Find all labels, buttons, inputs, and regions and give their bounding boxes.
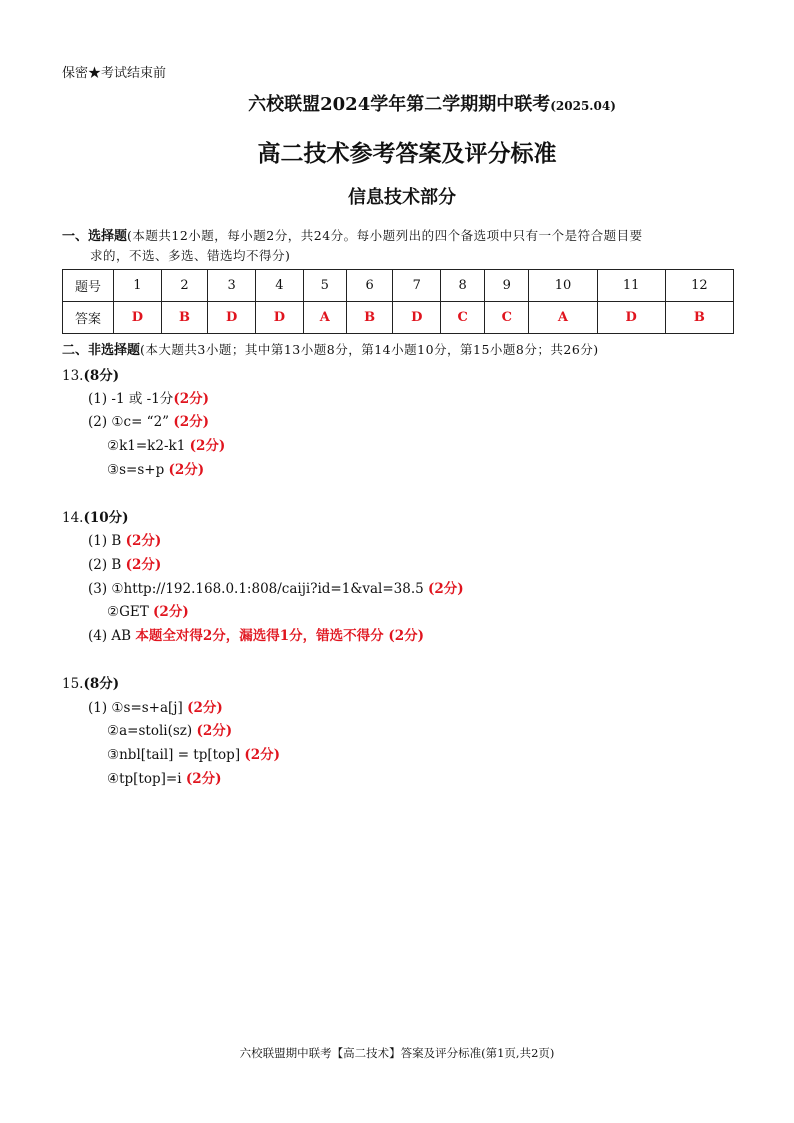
q14-heading xyxy=(62,506,129,526)
row-label-number: 题号 xyxy=(63,270,114,302)
question-number: 8 xyxy=(441,270,485,302)
question-number: 2 xyxy=(161,270,208,302)
part1-desc-line2: 求的，不选、多选、错选均不得分) xyxy=(90,248,291,263)
score-text: (2分) xyxy=(428,581,464,597)
page-footer: 六校联盟期中联考【高二技术】答案及评分标准(第1页,共2页) xyxy=(239,1046,555,1060)
answer-cell: A xyxy=(303,302,346,334)
exam-title xyxy=(0,90,794,116)
q14-line xyxy=(88,553,161,573)
answer-text: ④tp[top]=i xyxy=(107,771,186,787)
q15-line xyxy=(107,767,222,787)
confidential-label: 保密★考试结束前 xyxy=(62,66,167,81)
q14-line xyxy=(107,600,189,620)
q14-line xyxy=(88,624,424,644)
answer-text: (1) B xyxy=(88,533,126,549)
q13-line xyxy=(88,410,209,430)
q13-line xyxy=(107,434,225,454)
q13-heading xyxy=(62,364,119,384)
table-row-answers xyxy=(63,302,734,334)
answer-cell: D xyxy=(208,302,256,334)
q13-line xyxy=(88,387,209,407)
answer-cell: B xyxy=(665,302,733,334)
question-number: 6 xyxy=(346,270,393,302)
answer-cell: D xyxy=(114,302,162,334)
score-text: (2分) xyxy=(189,438,226,454)
answer-text: (4) AB xyxy=(88,628,136,644)
part2-desc: (本大题共3小题；其中第13小题8分，第14小题10分，第15小题8分；共26分) xyxy=(140,342,599,357)
question-number: 11 xyxy=(597,270,665,302)
part2-heading: 二、非选择题 xyxy=(62,343,141,358)
score-text: (2分) xyxy=(173,414,210,430)
table-row-numbers xyxy=(63,270,734,302)
answer-cell: D xyxy=(597,302,665,334)
part1-heading-line xyxy=(62,225,643,244)
question-number: 7 xyxy=(393,270,441,302)
answer-text: (2) B xyxy=(88,557,126,573)
answer-text: ②k1=k2-k1 xyxy=(107,438,190,454)
exam-title-date: (2025.04) xyxy=(550,99,616,113)
q15-line xyxy=(107,719,232,739)
question-number: 5 xyxy=(303,270,346,302)
q15-score: (8分) xyxy=(83,676,120,692)
q14-line xyxy=(88,529,161,549)
score-text: (2分) xyxy=(173,391,209,407)
question-number: 1 xyxy=(114,270,162,302)
answer-text: (2) ①c= “2” xyxy=(88,414,174,430)
answer-cell: C xyxy=(485,302,529,334)
answer-text: (1) -1 或 -1分 xyxy=(88,391,174,407)
answer-cell: B xyxy=(346,302,393,334)
score-text: (2分) xyxy=(125,533,162,549)
answer-cell: D xyxy=(256,302,304,334)
q15-line xyxy=(107,743,280,763)
score-text: (2分) xyxy=(168,462,205,478)
q13-label: 13. xyxy=(62,368,84,384)
score-text: (2分) xyxy=(244,747,281,763)
part1-desc-line2-wrap xyxy=(90,246,290,264)
score-text: (2分) xyxy=(196,723,233,739)
part2-heading-line xyxy=(62,339,599,358)
part1-heading: 一、选择题 xyxy=(62,229,128,244)
q13-line xyxy=(107,458,204,478)
score-text: 本题全对得2分，漏选得1分，错选不得分 (2分) xyxy=(135,628,425,644)
question-number: 4 xyxy=(256,270,304,302)
q15-heading xyxy=(62,672,119,692)
q14-line xyxy=(88,577,464,597)
q15-label: 15. xyxy=(62,676,84,692)
exam-title-main: 六校联盟2024学年第二学期期中联考 xyxy=(248,94,551,115)
answer-text: ②a=stoli(sz) xyxy=(107,723,197,739)
section-title: 信息技术部分 xyxy=(348,187,456,208)
score-text: (2分) xyxy=(185,771,222,787)
q13-score: (8分) xyxy=(83,368,120,384)
part1-desc-line1: (本题共12小题，每小题2分，共24分。每小题列出的四个备选项中只有一个是符合题目要 xyxy=(127,228,643,243)
answer-text: (3) ①http://192.168.0.1:808/caiji?id=1&val=38.5 xyxy=(88,581,428,597)
answer-table xyxy=(62,269,734,334)
score-text: (2分) xyxy=(187,700,223,716)
answer-cell: A xyxy=(529,302,597,334)
answer-text: ③nbl[tail] = tp[top] xyxy=(107,747,245,763)
q14-score: (10分) xyxy=(83,510,129,526)
q15-line xyxy=(88,696,223,716)
answer-text: (1) ①s=s+a[j] xyxy=(88,700,188,716)
q14-label: 14. xyxy=(62,510,84,526)
question-number: 12 xyxy=(665,270,733,302)
score-text: (2分) xyxy=(125,557,162,573)
answer-cell: D xyxy=(393,302,441,334)
answer-cell: C xyxy=(441,302,485,334)
row-label-answer: 答案 xyxy=(63,302,114,334)
document-subtitle: 高二技术参考答案及评分标准 xyxy=(257,140,557,167)
answer-text: ②GET xyxy=(107,604,154,620)
score-text: (2分) xyxy=(153,604,189,620)
answer-text: ③s=s+p xyxy=(107,462,169,478)
question-number: 10 xyxy=(529,270,597,302)
question-number: 3 xyxy=(208,270,256,302)
question-number: 9 xyxy=(485,270,529,302)
answer-cell: B xyxy=(161,302,208,334)
